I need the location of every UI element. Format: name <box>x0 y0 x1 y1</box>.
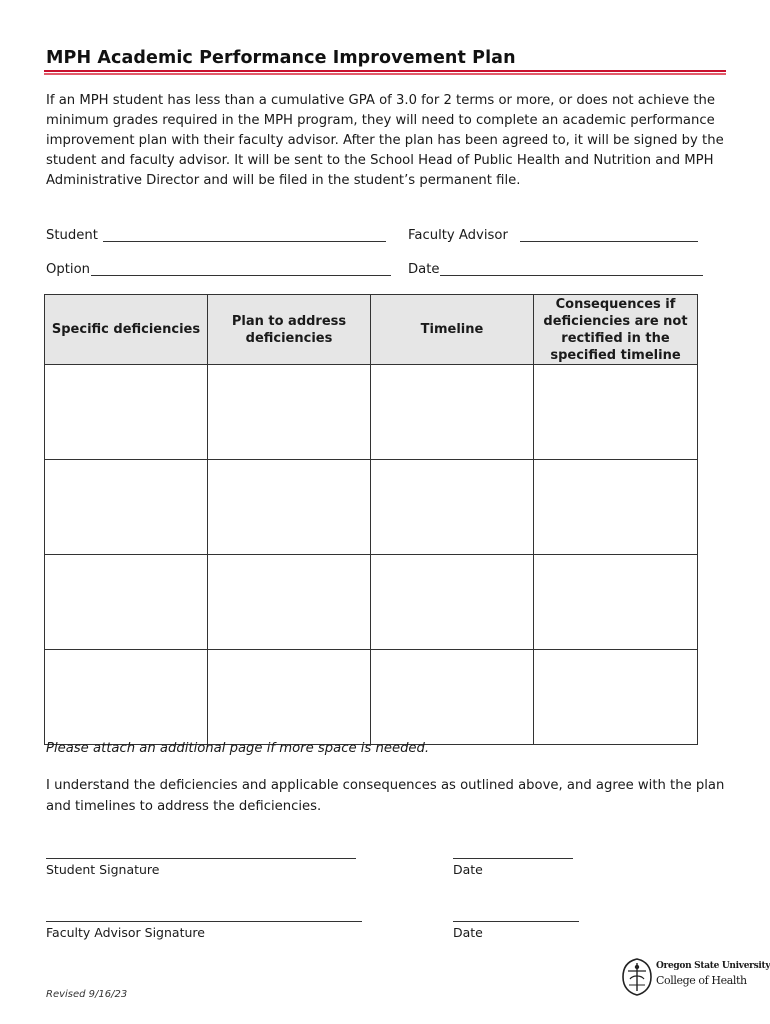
advisor-date-line[interactable] <box>453 921 579 922</box>
student-signature-line[interactable] <box>46 858 356 859</box>
faculty-advisor-label: Faculty Advisor <box>408 228 508 243</box>
table-cell[interactable] <box>371 555 534 650</box>
logo-college-name: College of Health <box>656 974 747 987</box>
student-input-line[interactable] <box>103 241 386 242</box>
agreement-statement: I understand the deficiencies and applicable consequences as outlined above, and agree with the plan and timelines to address the deficiencies. <box>46 778 725 814</box>
table-cell[interactable] <box>371 365 534 460</box>
logo-university-name: Oregon State University <box>656 961 770 971</box>
date-label: Date <box>408 262 440 277</box>
option-label: Option <box>46 262 91 277</box>
table-cell[interactable] <box>534 555 698 650</box>
title-rule <box>44 70 726 72</box>
option-input-line[interactable] <box>91 275 391 276</box>
page-title: MPH Academic Performance Improvement Plan <box>46 48 516 68</box>
osu-seal-icon <box>620 957 654 997</box>
student-date-line[interactable] <box>453 858 573 859</box>
header-plan: Plan to address deficiencies <box>208 295 371 365</box>
revision-date: Revised 9/16/23 <box>46 989 128 1000</box>
table-cell[interactable] <box>534 365 698 460</box>
table-cell[interactable] <box>371 650 534 745</box>
table-cell[interactable] <box>45 460 208 555</box>
table-cell[interactable] <box>371 460 534 555</box>
student-date-label: Date <box>453 862 483 877</box>
date-input-line[interactable] <box>440 275 703 276</box>
table-row <box>45 365 698 460</box>
additional-page-note: Please attach an additional page if more space is needed. <box>46 741 430 756</box>
table-row <box>45 555 698 650</box>
table-row <box>45 460 698 555</box>
table-cell[interactable] <box>45 365 208 460</box>
advisor-signature-label: Faculty Advisor Signature <box>46 925 205 940</box>
header-consequences: Consequences if deficiencies are not rectified in the specified timeline <box>534 295 698 365</box>
advisor-date-label: Date <box>453 925 483 940</box>
table-cell[interactable] <box>208 460 371 555</box>
table-cell[interactable] <box>45 555 208 650</box>
title-rule-secondary <box>44 73 726 75</box>
header-timeline: Timeline <box>371 295 534 365</box>
osu-logo <box>620 955 770 1001</box>
student-signature-label: Student Signature <box>46 862 160 877</box>
faculty-advisor-input-line[interactable] <box>520 241 698 242</box>
table-cell[interactable] <box>208 365 371 460</box>
student-label: Student <box>46 228 98 243</box>
header-specific-deficiencies: Specific deficiencies <box>45 295 208 365</box>
table-cell[interactable] <box>208 650 371 745</box>
table-header-row <box>45 295 698 365</box>
table-cell[interactable] <box>208 555 371 650</box>
table-cell[interactable] <box>45 650 208 745</box>
table-row <box>45 650 698 745</box>
table-cell[interactable] <box>534 460 698 555</box>
advisor-signature-line[interactable] <box>46 921 362 922</box>
table-cell[interactable] <box>534 650 698 745</box>
improvement-plan-table <box>44 294 698 745</box>
intro-paragraph: If an MPH student has less than a cumulative GPA of 3.0 for 2 terms or more, or does not achieve the minimum grades required in the MPH program, they will need to complete an academic performance improvement plan with their faculty advisor. After the plan has been agreed to, it will be signed by the student and faculty advisor. It will be sent to the School Head of Public Health and Nutrition and MPH Administrative Director and will be filed in the student’s permanent file. <box>46 93 724 188</box>
